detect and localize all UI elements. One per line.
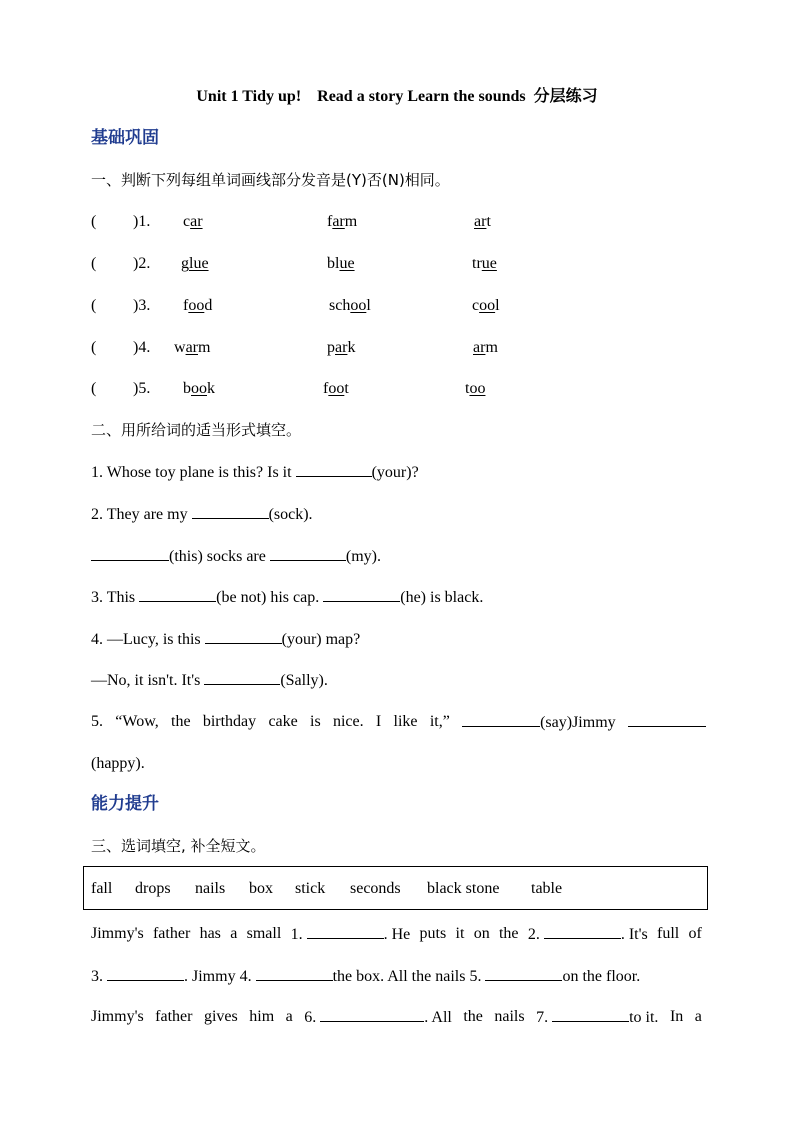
- underlined-letters: oo: [188, 297, 205, 314]
- answer-blank[interactable]: [323, 587, 400, 602]
- passage-word: Jimmy's: [91, 1008, 144, 1025]
- sound-judgement-row: [91, 211, 711, 233]
- word-letters: f: [323, 380, 329, 397]
- answer-blank[interactable]: [192, 504, 269, 519]
- underlined-letters: ar: [474, 213, 487, 230]
- sound-word: [174, 337, 210, 359]
- q3-text-c: (he) is black.: [400, 589, 484, 606]
- underlined-letters: lue: [189, 255, 209, 272]
- answer-paren-open: (: [91, 380, 97, 397]
- answer-blank[interactable]: [552, 1007, 629, 1022]
- answer-slot[interactable]: [101, 337, 131, 357]
- word-letters: m: [485, 339, 498, 356]
- answer-slot[interactable]: [101, 295, 131, 315]
- word-letters: p: [327, 339, 335, 356]
- passage-line-2: [91, 966, 640, 987]
- underlined-letters: ue: [481, 255, 497, 272]
- question-4b: [91, 670, 328, 691]
- passage-word: the: [463, 1008, 483, 1025]
- q4b-text-a: —No, it isn't. It's: [91, 672, 205, 689]
- word-bank-item: box: [249, 880, 273, 897]
- item-number: )1.: [133, 213, 151, 230]
- answer-slot[interactable]: [101, 253, 131, 273]
- answer-blank[interactable]: [256, 966, 333, 981]
- sound-judgement-row: [91, 295, 711, 317]
- underlined-letters: oo: [191, 380, 207, 397]
- q5-word: birthday: [202, 713, 257, 730]
- q4a-text-a: 4. —Lucy, is this: [91, 631, 205, 648]
- sound-word: [183, 211, 203, 233]
- q5-word: “Wow,: [115, 713, 159, 730]
- passage-word: father: [155, 1008, 193, 1025]
- answer-blank[interactable]: [204, 670, 280, 685]
- word-letters: c: [183, 213, 191, 230]
- sound-judgement-row: [91, 337, 711, 359]
- answer-paren-open: (: [91, 339, 97, 356]
- part2-heading: 二、用所给词的适当形式填空。: [91, 421, 302, 439]
- answer-paren-open: (: [91, 255, 97, 272]
- question-5b: (happy).: [91, 755, 145, 772]
- q4b-text-b: (Sally).: [280, 672, 328, 689]
- word-letters: m: [198, 339, 211, 356]
- question-3: [91, 587, 483, 608]
- passage-word: Jimmy's: [91, 925, 144, 942]
- question-2b: [91, 546, 381, 567]
- passage-word: the: [498, 925, 519, 942]
- passage-word: 2.: [527, 926, 540, 943]
- underlined-letters: oo: [328, 380, 345, 397]
- word-letters: m: [344, 213, 358, 230]
- underlined-letters: oo: [350, 297, 367, 314]
- passage-word: 7.: [536, 1009, 549, 1026]
- q5-word: I: [375, 713, 382, 730]
- question-5a: [91, 712, 706, 733]
- word-bank-item: stick: [295, 880, 326, 897]
- sound-word: [183, 378, 215, 400]
- passage-word: a: [230, 925, 238, 942]
- answer-blank[interactable]: [107, 966, 184, 981]
- sound-judgement-row: [91, 378, 711, 400]
- passage-word: a: [285, 1008, 293, 1025]
- answer-blank[interactable]: [139, 587, 216, 602]
- q2a-text-a: 2. They are my: [91, 506, 192, 523]
- question-1: [91, 462, 419, 483]
- word-bank-item: black stone: [427, 880, 500, 897]
- sound-word: [327, 253, 355, 275]
- sound-word: [473, 337, 498, 359]
- item-number: )5.: [133, 380, 151, 397]
- q5-word: cake: [268, 713, 298, 730]
- passage-word: . It's: [620, 926, 648, 943]
- part1-heading: 一、判断下列每组单词画线部分发音是(Y)否(N)相同。: [91, 171, 450, 189]
- answer-blank[interactable]: [320, 1007, 424, 1022]
- q4a-text-b: (your) map?: [281, 631, 361, 648]
- section-advanced: 能力提升: [91, 794, 159, 814]
- passage-word: it: [455, 925, 465, 942]
- answer-blank[interactable]: [544, 924, 621, 939]
- sound-word: [323, 378, 349, 400]
- answer-blank[interactable]: [462, 712, 540, 727]
- sound-word: [465, 378, 485, 400]
- word-letters: sch: [329, 297, 351, 314]
- part3-heading: 三、选词填空, 补全短文。: [91, 837, 266, 855]
- q5-word: like: [393, 713, 418, 730]
- passage-text: the box. All the nails 5.: [332, 968, 486, 985]
- sound-word: [327, 337, 355, 359]
- sound-word: [329, 295, 371, 317]
- q5-word: it,”: [429, 713, 450, 730]
- passage-word: 1.: [290, 926, 303, 943]
- answer-blank[interactable]: [296, 462, 372, 477]
- underlined-letters: oo: [479, 297, 496, 314]
- q5-word: is: [310, 713, 321, 730]
- passage-word: . All: [424, 1009, 452, 1026]
- word-letters: t: [465, 380, 470, 397]
- answer-blank[interactable]: [485, 966, 562, 981]
- word-letters: l: [366, 297, 371, 314]
- word-bank-item: table: [531, 880, 563, 897]
- word-bank-item: seconds: [350, 880, 401, 897]
- passage-text: 3.: [91, 968, 107, 985]
- word-letters: d: [204, 297, 213, 314]
- word-bank-item: drops: [135, 880, 171, 897]
- answer-blank[interactable]: [628, 712, 706, 727]
- q5-word: 5.: [91, 713, 103, 730]
- answer-paren-open: (: [91, 297, 97, 314]
- word-letters: g: [181, 255, 189, 272]
- q1-text-b: (your)?: [371, 464, 419, 481]
- answer-paren-open: (: [91, 213, 97, 230]
- sound-word: [472, 253, 497, 275]
- underlined-letters: ar: [335, 339, 348, 356]
- passage-text: on the floor.: [562, 968, 641, 985]
- item-number: )3.: [133, 297, 151, 314]
- word-letters: f: [183, 297, 189, 314]
- section-basic: 基础巩固: [91, 128, 159, 148]
- underlined-letters: ue: [339, 255, 355, 272]
- sound-judgement-row: [91, 253, 711, 275]
- passage-word: 6.: [304, 1009, 317, 1026]
- item-number: )4.: [133, 339, 151, 356]
- underlined-letters: ar: [332, 213, 345, 230]
- passage-word: . He: [383, 926, 411, 943]
- word-bank: [83, 866, 708, 910]
- word-letters: k: [347, 339, 356, 356]
- passage-word: nails: [494, 1008, 525, 1025]
- word-letters: c: [472, 297, 480, 314]
- sound-word: [183, 295, 212, 317]
- word-letters: tr: [472, 255, 482, 272]
- passage-word: has: [199, 925, 221, 942]
- word-bank-item: nails: [195, 880, 226, 897]
- answer-blank[interactable]: [91, 546, 169, 561]
- passage-word: full: [657, 925, 680, 942]
- q3-text-a: 3. This: [91, 589, 140, 606]
- sound-word: [474, 211, 491, 233]
- word-letters: w: [174, 339, 186, 356]
- underlined-letters: ar: [190, 213, 203, 230]
- passage-text: . Jimmy 4.: [184, 968, 256, 985]
- sound-word: [472, 295, 500, 317]
- q1-text-a: 1. Whose toy plane is this? Is it: [91, 464, 296, 481]
- word-letters: bl: [327, 255, 340, 272]
- word-letters: l: [495, 297, 500, 314]
- underlined-letters: ar: [473, 339, 486, 356]
- q5-word: the: [171, 713, 191, 730]
- word-bank-item: fall: [91, 880, 113, 897]
- passage-word: a: [694, 1008, 702, 1025]
- passage-word: gives: [203, 1008, 238, 1025]
- q2b-text-b: (my).: [345, 548, 381, 565]
- question-2a: [91, 504, 313, 525]
- passage-word: puts: [419, 925, 447, 942]
- answer-blank[interactable]: [307, 924, 384, 939]
- underlined-letters: oo: [469, 380, 486, 397]
- passage-word: on: [473, 925, 490, 942]
- word-letters: k: [207, 380, 215, 397]
- page-title: Unit 1 Tidy up! Read a story Learn the sounds 分层练习: [196, 88, 598, 105]
- passage-line-1: [91, 924, 702, 945]
- q5-word: nice.: [332, 713, 364, 730]
- answer-slot[interactable]: [101, 211, 131, 231]
- word-letters: t: [344, 380, 349, 397]
- word-letters: f: [327, 213, 333, 230]
- answer-slot[interactable]: [101, 378, 131, 398]
- passage-line-3: [91, 1007, 702, 1028]
- q3-text-b: (be not) his cap.: [216, 589, 324, 606]
- sound-word: [181, 253, 209, 275]
- passage-word: to it.: [629, 1009, 659, 1026]
- sound-word: [327, 211, 357, 233]
- word-letters: t: [486, 213, 491, 230]
- underlined-letters: ar: [185, 339, 198, 356]
- passage-word: In: [669, 1008, 684, 1025]
- passage-word: father: [152, 925, 191, 942]
- answer-blank[interactable]: [270, 546, 346, 561]
- q2a-text-b: (sock).: [268, 506, 313, 523]
- passage-word: of: [688, 925, 702, 942]
- word-letters: b: [183, 380, 191, 397]
- passage-word: small: [246, 925, 282, 942]
- answer-blank[interactable]: [205, 629, 282, 644]
- item-number: )2.: [133, 255, 151, 272]
- passage-word: him: [249, 1008, 275, 1025]
- question-4a: [91, 629, 360, 650]
- q5-word: (say)Jimmy: [540, 714, 616, 731]
- q2b-text-a: (this) socks are: [169, 548, 270, 565]
